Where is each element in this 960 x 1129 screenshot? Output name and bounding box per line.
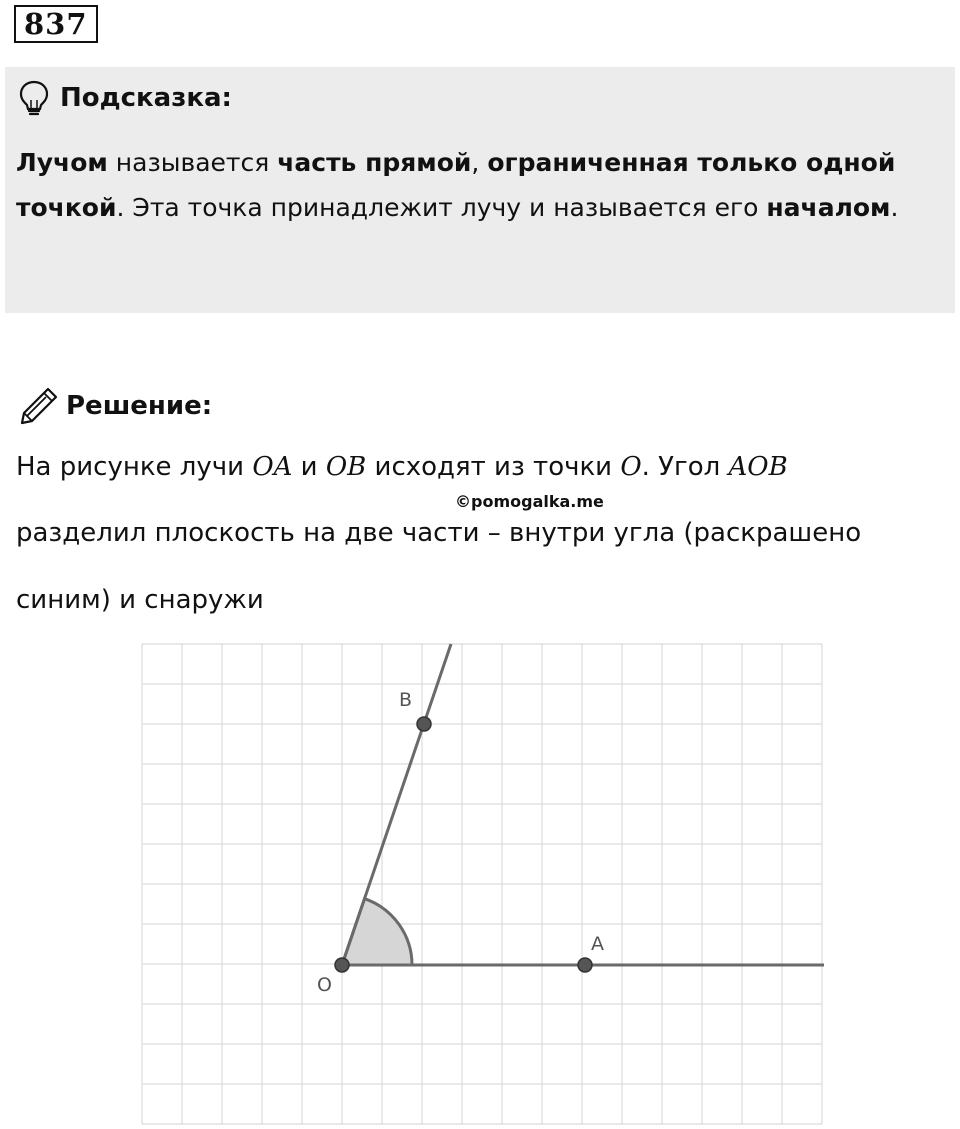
hint-text-part: , [471, 148, 488, 177]
term-bounded: ограниченная только одной точкой [16, 148, 896, 222]
solution-text: исходят из точки [366, 452, 621, 482]
label-B: B [399, 689, 413, 711]
hint-text [16, 140, 951, 230]
label-O: O [317, 974, 332, 996]
solution-line-2: разделил плоскость на две части – внутри угла (раскрашено [16, 518, 862, 548]
angle-figure [130, 640, 830, 1129]
solution-title: Решение: [66, 391, 213, 421]
pencil-icon [18, 385, 60, 427]
hint-text-part: . [890, 193, 899, 222]
math-AOB: AOB [728, 452, 788, 482]
hint-text-part: называется [107, 148, 278, 177]
point-O [335, 958, 349, 972]
solution-text: и [292, 452, 326, 482]
grid [142, 644, 822, 1124]
watermark: ©pomogalka.me [455, 492, 604, 511]
solution-text: На рисунке лучи [16, 452, 253, 482]
term-origin: началом [766, 193, 891, 222]
label-A: A [591, 933, 604, 955]
term-part-of-line: часть прямой [277, 148, 472, 177]
solution-header [18, 384, 212, 428]
math-OA: OA [252, 452, 293, 482]
point-A [578, 958, 592, 972]
hint-header [18, 78, 232, 118]
math-OB: OB [325, 452, 367, 482]
hint-title: Подсказка: [60, 83, 232, 113]
term-ray: Лучом [16, 148, 108, 177]
point-B [417, 717, 431, 731]
solution-line-1 [16, 452, 788, 482]
hint-text-part: . Эта точка принадлежит лучу и называется его [116, 193, 767, 222]
solution-line-3: синим) и снаружи [16, 585, 264, 615]
math-O: O [620, 452, 642, 482]
task-number: 837 [14, 5, 98, 43]
solution-text: . Угол [641, 452, 729, 482]
lightbulb-icon [18, 80, 50, 116]
